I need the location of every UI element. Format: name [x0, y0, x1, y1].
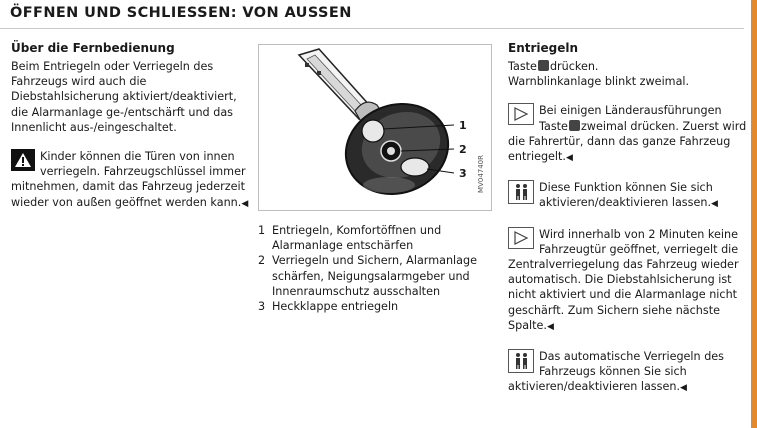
column-figure	[258, 44, 494, 314]
remote-key-illustration	[258, 44, 492, 211]
page-title: ÖFFNEN UND SCHLIESSEN: VON AUSSEN	[10, 5, 352, 21]
service-person-icon	[508, 349, 534, 373]
unlock-key-icon	[569, 120, 580, 131]
info-note: Bei einigen Länderausführungen Taste zweimal drücken. Zuerst wird die Fahrertür, dann das ganze Fahrzeug entriegelt.◀	[508, 104, 747, 164]
callout-3: 3	[459, 167, 467, 180]
body-paragraph: Beim Entriegeln oder Verriegeln des Fahrzeugs wird auch die Diebstahlsicherung aktiviert/deaktiviert, die Alarmanlage ge-/entschärft und das Innenlicht aus-/eingeschaltet.	[11, 60, 237, 134]
column-unlock	[508, 40, 748, 397]
section-tab	[751, 0, 757, 428]
callout-1: 1	[459, 119, 467, 132]
legend-item: 1 Entriegeln, Komfortöffnen und Alarmanlage entschärfen	[258, 224, 442, 253]
figure-code: MV04740R	[476, 155, 485, 193]
callout-2: 2	[459, 143, 467, 156]
end-mark-icon: ◀	[241, 198, 249, 209]
warning-icon	[11, 149, 35, 171]
section-heading: Über die Fernbedienung	[11, 41, 175, 55]
service-note: Diese Funktion können Sie sich aktivieren/deaktivieren lassen.◀	[508, 180, 748, 212]
legend-item: 3 Heckklappe entriegeln	[258, 300, 399, 314]
warning-text: Kinder können die Türen von innen verriegeln. Fahrzeugschlüssel immer mitnehmen, damit das Fahrzeug jederzeit wieder von außen geöffnet werden kann.	[11, 150, 246, 209]
end-mark-icon: ◀	[566, 153, 573, 164]
legend-item: 2 Verriegeln und Sichern, Alarmanlage schärfen, Neigungsalarmgeber und Innenraumschutz ausschalten	[258, 254, 477, 298]
body-paragraph: Taste drücken. Warnblinkanlage blinkt zweimal.	[508, 60, 690, 89]
car-key-icon	[259, 45, 491, 210]
unlock-key-icon	[538, 60, 549, 71]
end-mark-icon: ◀	[547, 321, 554, 332]
info-note: Wird innerhalb von 2 Minuten keine Fahrzeugtür geöffnet, verriegelt die Zentralverriegelung das Fahrzeug wieder automatisch. Die Diebstahlsicherung ist nicht aktiviert und die Alarmanlage nicht geschärft. Zum Sichern siehe nächste Spalte.◀	[508, 227, 739, 332]
title-divider	[0, 28, 744, 29]
section-heading: Entriegeln	[508, 41, 579, 55]
warning-note	[11, 149, 249, 212]
service-person-icon	[508, 180, 534, 204]
column-remote-control	[11, 40, 249, 212]
note-triangle-icon	[508, 103, 534, 125]
service-note: Das automatische Verriegeln des Fahrzeugs können Sie sich aktivieren/deaktivieren lassen.◀	[508, 350, 725, 394]
figure-legend	[258, 223, 494, 314]
note-triangle-icon	[508, 227, 534, 249]
end-mark-icon: ◀	[711, 199, 718, 210]
end-mark-icon: ◀	[680, 383, 687, 394]
